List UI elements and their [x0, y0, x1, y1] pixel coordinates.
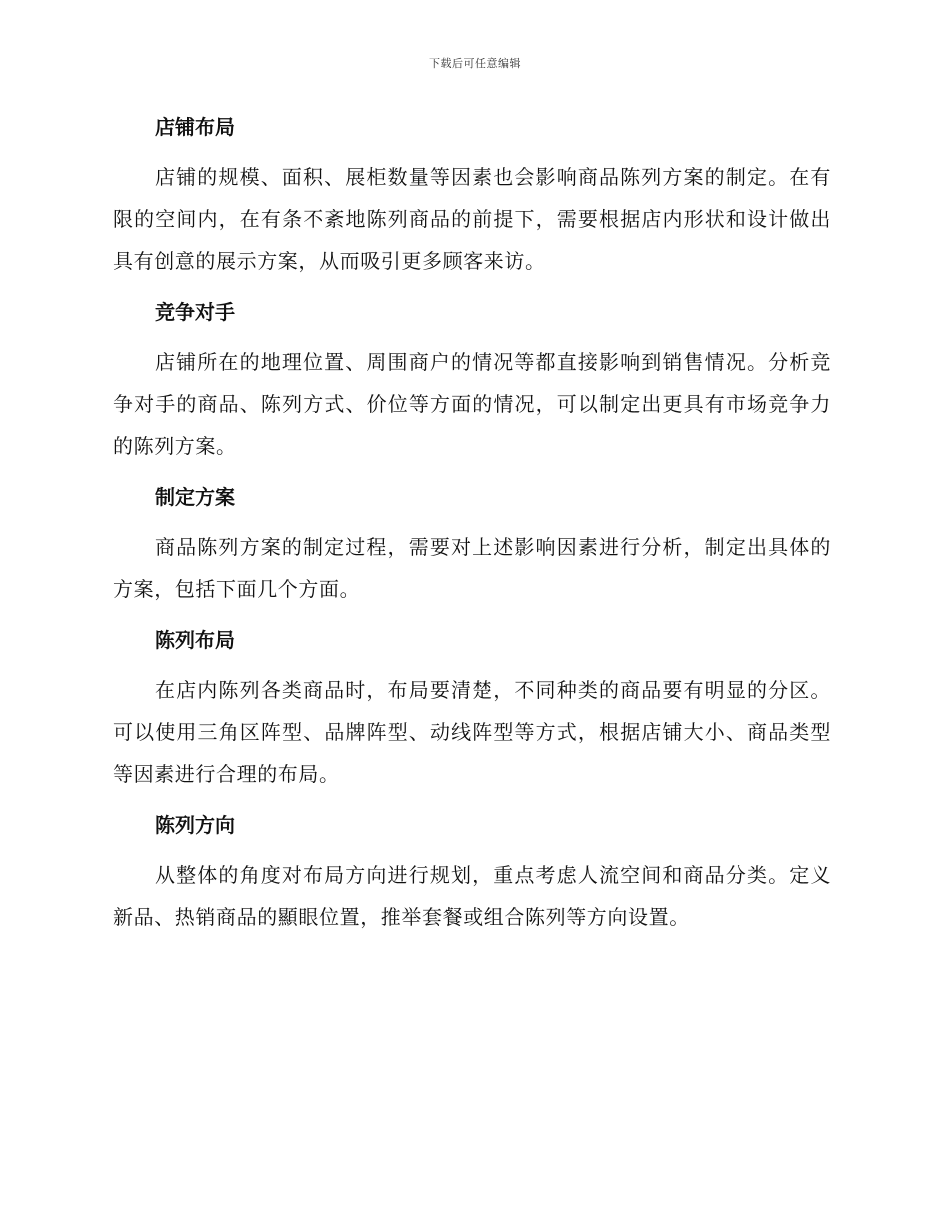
section-heading: 竞争对手 — [155, 300, 235, 324]
section-display-layout — [113, 621, 831, 795]
section-store-layout — [113, 108, 831, 282]
section-paragraph: 店铺的规模、面积、展柜数量等因素也会影响商品陈列方案的制定。在有限的空间内，在有条不紊地陈列商品的前提下，需要根据店内形状和设计做出具有创意的展示方案，从而吸引更多顾客来访。 — [113, 165, 831, 273]
section-heading: 店铺布局 — [155, 115, 235, 139]
section-display-direction — [113, 806, 831, 938]
section-make-plan — [113, 478, 831, 610]
document-body — [113, 108, 831, 938]
page-header-note: 下载后可任意编辑 — [429, 57, 521, 70]
section-heading: 陈列布局 — [155, 628, 235, 652]
section-paragraph: 从整体的角度对布局方向进行规划，重点考虑人流空间和商品分类。定义新品、热销商品的顯眼位置，推举套餐或组合陈列等方向设置。 — [113, 863, 831, 929]
section-heading: 制定方案 — [155, 485, 235, 509]
section-paragraph: 店铺所在的地理位置、周围商户的情况等都直接影响到销售情况。分析竞争对手的商品、陈列方式、价位等方面的情况，可以制定出更具有市场竞争力的陈列方案。 — [113, 350, 831, 458]
section-competitors — [113, 293, 831, 467]
section-paragraph: 商品陈列方案的制定过程，需要对上述影响因素进行分析，制定出具体的方案，包括下面几个方面。 — [113, 535, 831, 601]
section-heading: 陈列方向 — [155, 813, 235, 837]
section-paragraph: 在店内陈列各类商品时，布局要清楚，不同种类的商品要有明显的分区。可以使用三角区阵型、品牌阵型、动线阵型等方式，根据店铺大小、商品类型等因素进行合理的布局。 — [113, 678, 831, 786]
